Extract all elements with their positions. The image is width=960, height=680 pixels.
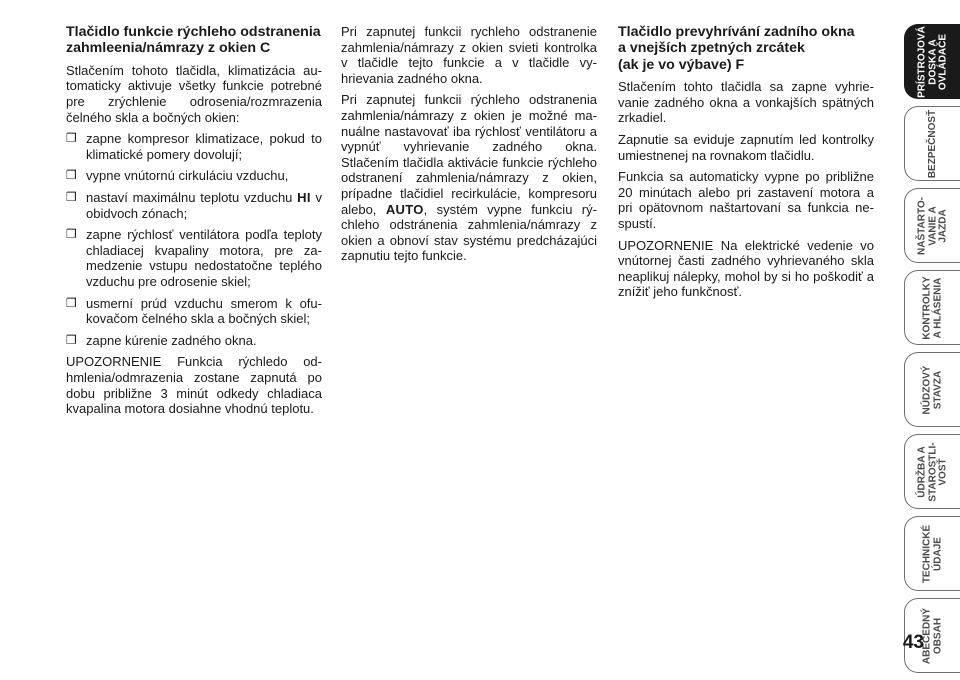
list-item: ❒ zapne rýchlosť ventilátora podľa teploty chladiacej kvapaliny motora, pre zamedzenie vstupu nedostatočne teplého vzduchu pre odrosenie skiel; [66,227,322,289]
paragraph: Stlačením tohoto tlačidla, klimatizácia automaticky aktivuje všetky funkcie potrebné pre zrýchlenie odrosenia/rozmrazenia čelného skla a bočných okien: [66,62,322,125]
paragraph: Pri zapnutej funkcii rýchleho odstranenia zahmlenia/námrazy z okien je možné manuálne nastavovať iba rýchlosť ventilátoru a vypnúť vyhrievanie zadného okna. Stlačením tlačidla aktivácie funkcie rýchleho odstranení zahmlenia/námrazy z okien, prípadne tlačidiel recirkulácie, kompresoru alebo, AUTO, systém vypne funkciu rýchleho odstránenia zahmlenia/námrazy z okien a obnoví stav systému predcházajúci zapnutiu tejto funkcie. [341,92,597,264]
column-1 [66,24,322,423]
tab-index[interactable]: ABECEDNÝ OBSAH [904,598,960,673]
paragraph: Pri zapnutej funkcii rychleho odstranenie zahmlenia/námrazy z okien svieti kontrolka v tlačidle tejto funkcie a v tlačidle vyhrievania zadného okna. [341,24,597,86]
tab-starting-driving[interactable]: NAŠTARTO- VANIE A JAZDA [904,188,960,263]
column-2 [341,24,597,270]
paragraph: Zapnutie sa eviduje zapnutím led kontrolky umiestnenej na rovnakom tlačidlu. [618,132,874,163]
section-heading-defog: Tlačidlo funkcie rýchleho odstranenia zahmleenia/námrazy z okien C [66,24,321,57]
list-item: ❒ vypne vnútornú cirkuláciu vzduchu, [66,168,289,184]
list-item: ❒ zapne kúrenie zadného okna. [66,332,257,348]
checkbox-bullet-icon: ❒ [66,189,77,204]
checkbox-bullet-icon: ❒ [66,168,77,183]
checkbox-bullet-icon: ❒ [66,131,77,146]
paragraph: Funkcia sa automaticky vypne po približne 20 minútach alebo pri zastavení motora a pri opätovnom naštartovaní sa funkcia nespustí. [618,169,874,231]
section-heading-rear-heating: Tlačidlo prevyhrívání zadního okna a vnejších zpetných zrcátek (ak je vo výbave) F [618,24,855,73]
tab-safety[interactable]: BEZPEČNOSŤ [904,106,960,181]
tab-instrument-panel[interactable]: PRÍSTROJOVÁ DOSKA A OVLÁDAČE [904,24,960,99]
checkbox-bullet-icon: ❒ [66,332,77,347]
keyword-hi: HI [297,189,311,205]
column-3 [618,24,874,306]
tab-emergency[interactable]: NÚDZOVÝ STAVZA [904,352,960,427]
tab-technical-data[interactable]: TECHNICKÉ ÚDAJE [904,516,960,591]
paragraph: Stlačením tohto tlačidla sa zapne vyhrievanie zadného okna a vonkajších spätných zrkadiel. [618,79,874,126]
list-item: ❒ usmerní prúd vzduchu smerom k ofukovačom čelného skla a bočných skiel; [66,295,322,327]
bullet-list [66,131,322,348]
chapter-tabs [904,24,960,680]
checkbox-bullet-icon: ❒ [66,295,77,310]
list-item: ❒ zapne kompresor klimatizace, pokud to klimatické pomery dovolují; [66,131,322,162]
warning-paragraph: UPOZORNENIE Funkcia rýchledo odhmlenia/odmrazenia zostane zapnutá po dobu približne 3 minút odkedy chladiaca kvapalina motora dosiahne vhodnú teplotu. [66,354,322,417]
warning-paragraph: UPOZORNENIE Na elektrické vedenie vo vnútornej časti zadného vyhrievaného skla neaplikuj nálepky, mohol by si ho poškodiť a znížiť jeho funkčnosť. [618,237,874,300]
keyword-auto: AUTO [385,201,424,217]
checkbox-bullet-icon: ❒ [66,227,77,242]
tab-warning-lights[interactable]: KONTROLKY A HLÁSENIA [904,270,960,345]
list-item: ❒ nastaví maximálnu teplotu vzduchu HI v obidvoch zónach; [66,189,322,221]
page-number: 43 [902,632,924,653]
tab-maintenance[interactable]: ÚDRŽBA A STAROSTLI- VOSŤ [904,434,960,509]
